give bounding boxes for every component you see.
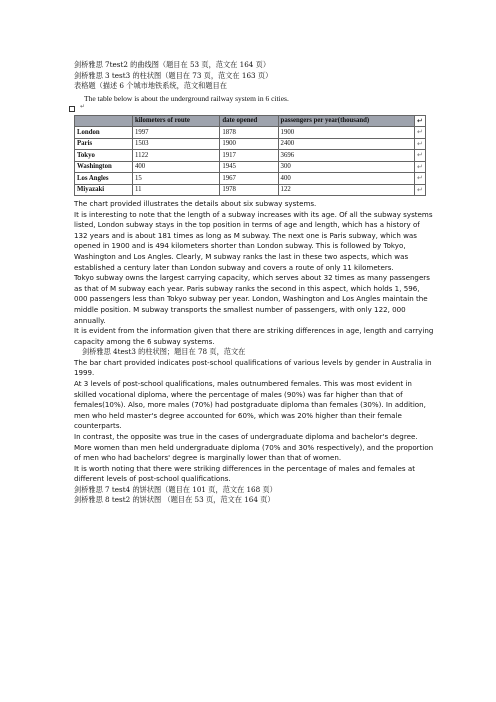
essay1-intro: The chart provided illustrates the details about six subway systems. [74, 199, 317, 208]
cell-mark: ↵ [415, 184, 426, 196]
edit-marks [74, 103, 434, 115]
cell-mark: ↵ [415, 173, 426, 185]
table-caption: The table below is about the underground railway system in 6 cities. [84, 93, 289, 103]
cell-mark: ↵ [415, 161, 426, 173]
document-page [74, 60, 434, 506]
table-cell: 1900 [220, 138, 278, 150]
table-cell: 1945 [220, 161, 278, 173]
table-cell: 1122 [132, 150, 219, 162]
cell-mark: ↵ [415, 138, 426, 150]
essay2-conclusion: It is worth noting that there were striking differences in the percentage of males and females at different levels of post-school qualifications. [74, 463, 415, 484]
table-header-cell: kilometers of route [132, 115, 219, 127]
cell-mark: ↵ [415, 127, 426, 139]
essay2-body-males: At 3 levels of post-school qualifications, males outnumbered females. This was most evident in skilled vocational diploma, where the percentage of males (90%) was far higher than that of females(10%). Also, more males (70%) had postgraduate diploma than females (30%). In addition, men who held master's degree accounted for 60%, which was 20% higher than their female counterparts. [74, 379, 426, 431]
table-row [75, 127, 426, 139]
cell-mark: ↵ [415, 150, 426, 162]
table-cell: Miyazaki [75, 184, 133, 196]
table-cell: 400 [278, 173, 414, 185]
table-header-cell: date opened [220, 115, 278, 127]
table-cell: Washington [75, 161, 133, 173]
table-cell: 3696 [278, 150, 414, 162]
table-row [75, 150, 426, 162]
table-header-row [75, 115, 426, 127]
footer-line-1: 剑桥雅思 7 test4 的饼状图（题目在 101 页，范文在 168 页） [74, 484, 277, 494]
footer-line-2: 剑桥雅思 8 test2 的饼状图 （题目在 53 页，范文在 164 页） [74, 495, 275, 505]
table-anchor-icon [69, 106, 75, 112]
table-cell: 1900 [278, 127, 414, 139]
table-cell: Los Angles [75, 173, 133, 185]
table-cell: 400 [132, 161, 219, 173]
table-cell: 15 [132, 173, 219, 185]
table-cell: 122 [278, 184, 414, 196]
mid-reference-line: 剑桥雅思 4test3 的柱状图；题目在 78 页，范文在 [82, 347, 246, 357]
table-row [75, 138, 426, 150]
essay1-body-passengers: Tokyo subway owns the largest carrying capacity, which serves about 32 times as many passengers as that of M subway each year. Paris subway ranks the second in this aspect, which holds 1, 596, 000 passengers less than Tokyo subway per year. London, Washington and Los Angles maintain the middle position. M subway transports the smallest number of passengers, with only 122, 000 annually. [74, 273, 430, 325]
header-line-3: 表格题（描述 6 个城市地铁系统，范文和题目在 [74, 81, 227, 90]
table-cell: Paris [75, 138, 133, 150]
table-cell: 1997 [132, 127, 219, 139]
table-cell: 1978 [220, 184, 278, 196]
subway-table [74, 115, 426, 197]
table-cell: 11 [132, 184, 219, 196]
table-row [75, 161, 426, 173]
table-cell: Tokyo [75, 150, 133, 162]
essay1-body-length: It is interesting to note that the length of a subway increases with its age. Of all the subway systems listed, London subway stays in the top position in terms of age and length, which has a history of 132 years and is about 181 times as long as M subway. The next one is Paris subway, which was opened in 1900 and is 494 kilometers shorter than London subway. This is followed by Tokyo, Washington and Los Angles. Clearly, M subway ranks the last in these two aspects, which was established a century later than London subway and covers a route of only 11 kilometers. [74, 209, 433, 272]
table-cell: 1917 [220, 150, 278, 162]
table-row [75, 173, 426, 185]
table-cell: 300 [278, 161, 414, 173]
table-header-cell: passengers per year(thousand) [278, 115, 414, 127]
table-cell: London [75, 127, 133, 139]
table-header-cell [75, 115, 133, 127]
table-cell: 1878 [220, 127, 278, 139]
essay2-intro: The bar chart provided indicates post-school qualifications of various levels by gender in Australia in 1999. [74, 357, 432, 378]
table-cell: 2400 [278, 138, 414, 150]
essay2-body-females: In contrast, the opposite was true in the cases of undergraduate diploma and bachelor's degree. More women than men held undergraduate diploma (70% and 30% respectively), and the proportion of men who had bachelors' degree is marginally lower than that of women. [74, 431, 434, 463]
paragraph-mark-icon: ↵ [80, 102, 86, 110]
table-cell: 1967 [220, 173, 278, 185]
essay1-conclusion: It is evident from the information given that there are striking differences in age, length and carrying capacity among the 6 subway systems. [74, 326, 434, 346]
header-line-2: 剑桥雅思 3 test3 的柱状图（题目在 73 页，范文在 163 页） [74, 70, 273, 80]
header-line-1: 剑桥雅思 7test2 的曲线图（题目在 53 页，范文在 164 页） [74, 60, 271, 69]
cell-mark: ↵ [415, 115, 426, 127]
table-row [75, 184, 426, 196]
table-cell: 1503 [132, 138, 219, 150]
